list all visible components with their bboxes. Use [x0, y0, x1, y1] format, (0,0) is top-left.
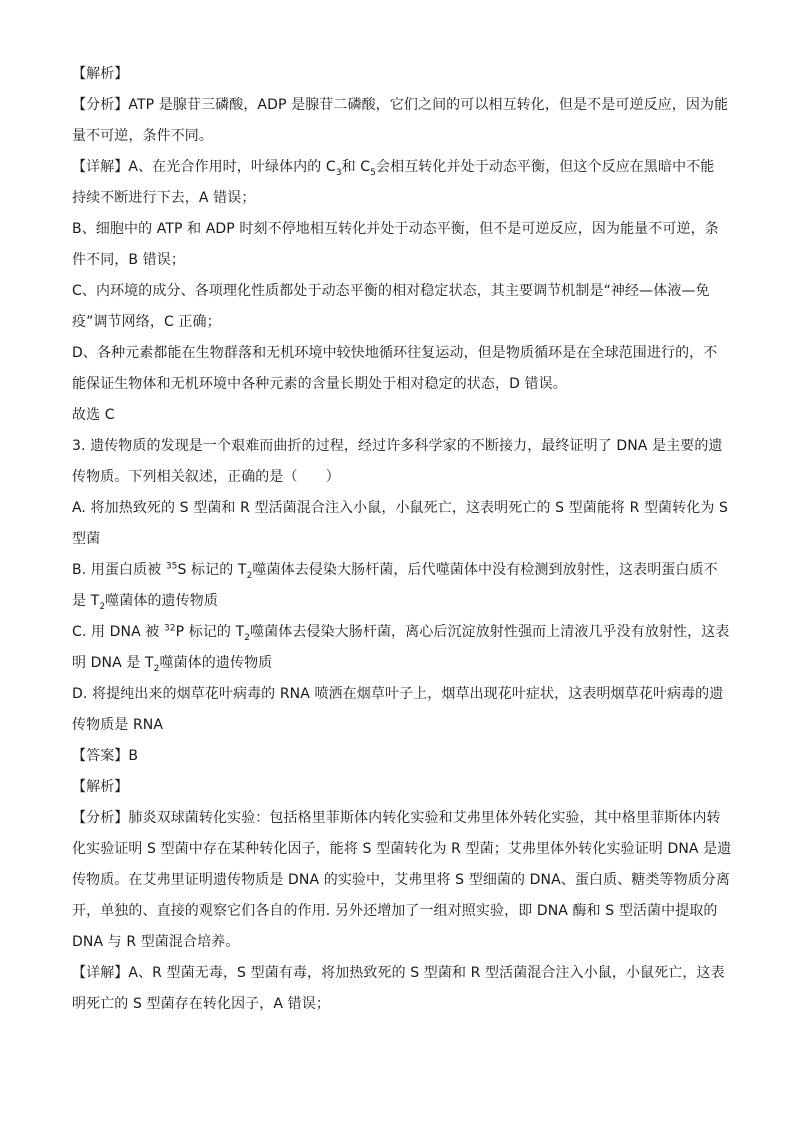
text-run: 噬菌体的遗传物质 — [159, 655, 273, 671]
option-c-line-1 — [72, 620, 730, 644]
detail-line-a1 — [72, 155, 724, 179]
detail-line-b2: 件不同，B 错误； — [72, 252, 185, 268]
detail-line-b1: B、细胞中的 ATP 和 ADP 时刻不停地相互转化并处于动态平衡，但不是可逆反应，因为能量不可逆，条 — [72, 221, 719, 237]
detail2-line-1: 【详解】A、R 型菌无毒，S 型菌有毒，将加热致死的 S 型菌和 R 型活菌混合注入小鼠，小鼠死亡，这表 — [72, 965, 725, 981]
analysis2-line-4: 开，单独的、直接的观察它们各自的作用. 另外还增加了一组对照实验，即 DNA 酶和 S 型活菌中提取的 — [72, 903, 718, 919]
option-b-line-2 — [72, 589, 724, 613]
text-run: 是 T — [72, 593, 100, 609]
option-d-line-2: 传物质是 RNA — [72, 717, 164, 733]
document-page — [72, 62, 732, 1023]
analysis2-line-3: 传物质。在艾弗里证明遗传物质是 DNA 的实验中，艾弗里将 S 型细菌的 DNA、蛋白质、糖类等物质分离 — [72, 872, 730, 888]
analysis-line-2: 量不可逆，条件不同。 — [72, 128, 213, 144]
question-stem-2: 传物质。下列相关叙述，正确的是（ ） — [72, 469, 340, 485]
text-run: 噬菌体去侵染大肠杆菌，后代噬菌体中没有检测到放射性，这表明蛋白质不 — [252, 562, 718, 578]
subscript: 2 — [99, 601, 106, 612]
analysis2-line-1: 【分析】肺炎双球菌转化实验：包括格里菲斯体内转化实验和艾弗里体外转化实验，其中格里菲斯体内转 — [72, 810, 721, 826]
analysis2-line-2: 化实验证明 S 型菌中存在某种转化因子，能将 S 型菌转化为 R 型菌；艾弗里体外转化实验证明 DNA 是遗 — [72, 841, 732, 857]
detail-line-c2: 疫”调节网络，C 正确； — [72, 314, 221, 330]
text-run: 噬菌体去侵染大肠杆菌，离心后沉淀放射性强而上清液几乎没有放射性，这表 — [250, 624, 730, 640]
subscript: 2 — [153, 663, 160, 674]
question-stem-1: 3. 遗传物质的发现是一个艰难而曲折的过程，经过许多科学家的不断接力，最终证明了 DNA 是主要的遗 — [72, 438, 723, 454]
answer-label: 【答案】B — [72, 748, 139, 764]
section-heading-analysis: 【解析】 — [72, 66, 129, 82]
subscript: 2 — [244, 632, 251, 643]
option-b-line-1 — [72, 558, 724, 582]
text-run: P 标记的 T — [175, 624, 245, 640]
option-d-line-1: D. 将提纯出来的烟草花叶病毒的 RNA 喷洒在烟草叶子上，烟草出现花叶症状，这表明烟草花叶病毒的遗 — [72, 686, 724, 702]
text-run: B. 用蛋白质被 — [72, 562, 166, 578]
detail-line-a2: 持续不断进行下去，A 错误； — [72, 190, 256, 206]
superscript: 35 — [165, 561, 178, 572]
detail-line-d2: 能保证生物体和无机环境中各种元素的含量长期处于相对稳定的状态，D 错误。 — [72, 376, 567, 392]
choice-answer: 故选 C — [72, 407, 115, 423]
detail-line-d1: D、各种元素都能在生物群落和无机环境中较快地循环往复运动，但是物质循环是在全球范围进行的，不 — [72, 345, 718, 361]
option-c-line-2 — [72, 651, 724, 675]
option-a-line-1: A. 将加热致死的 S 型菌和 R 型活菌混合注入小鼠，小鼠死亡，这表明死亡的 S 型菌能将 R 型菌转化为 S — [72, 500, 728, 516]
detail2-line-2: 明死亡的 S 型菌存在转化因子，A 错误； — [72, 996, 330, 1012]
text-run: 和 C — [341, 159, 371, 175]
subscript: 5 — [370, 167, 376, 178]
subscript: 3 — [335, 167, 342, 178]
text-run: 【详解】A、在光合作用时，叶绿体内的 C — [72, 159, 336, 175]
superscript: 32 — [163, 623, 176, 634]
analysis2-line-5: DNA 与 R 型菌混合培养。 — [72, 934, 240, 950]
section-heading-analysis-2: 【解析】 — [72, 779, 129, 795]
text-run: C. 用 DNA 被 — [72, 624, 164, 640]
option-a-line-2: 型菌 — [72, 531, 101, 547]
text-run: 会相互转化并处于动态平衡，但这个反应在黑暗中不能 — [376, 159, 715, 175]
text-run: S 标记的 T — [177, 562, 247, 578]
detail-line-c1: C、内环境的成分、各项理化性质都处于动态平衡的相对稳定状态，其主要调节机制是“神经—体液—免 — [72, 283, 710, 299]
subscript: 2 — [246, 570, 253, 581]
text-run: 明 DNA 是 T — [72, 655, 154, 671]
analysis-line-1: 【分析】ATP 是腺苷三磷酸，ADP 是腺苷二磷酸，它们之间的可以相互转化，但是不是可逆反应，因为能 — [72, 97, 729, 113]
text-run: 噬菌体的遗传物质 — [105, 593, 218, 609]
